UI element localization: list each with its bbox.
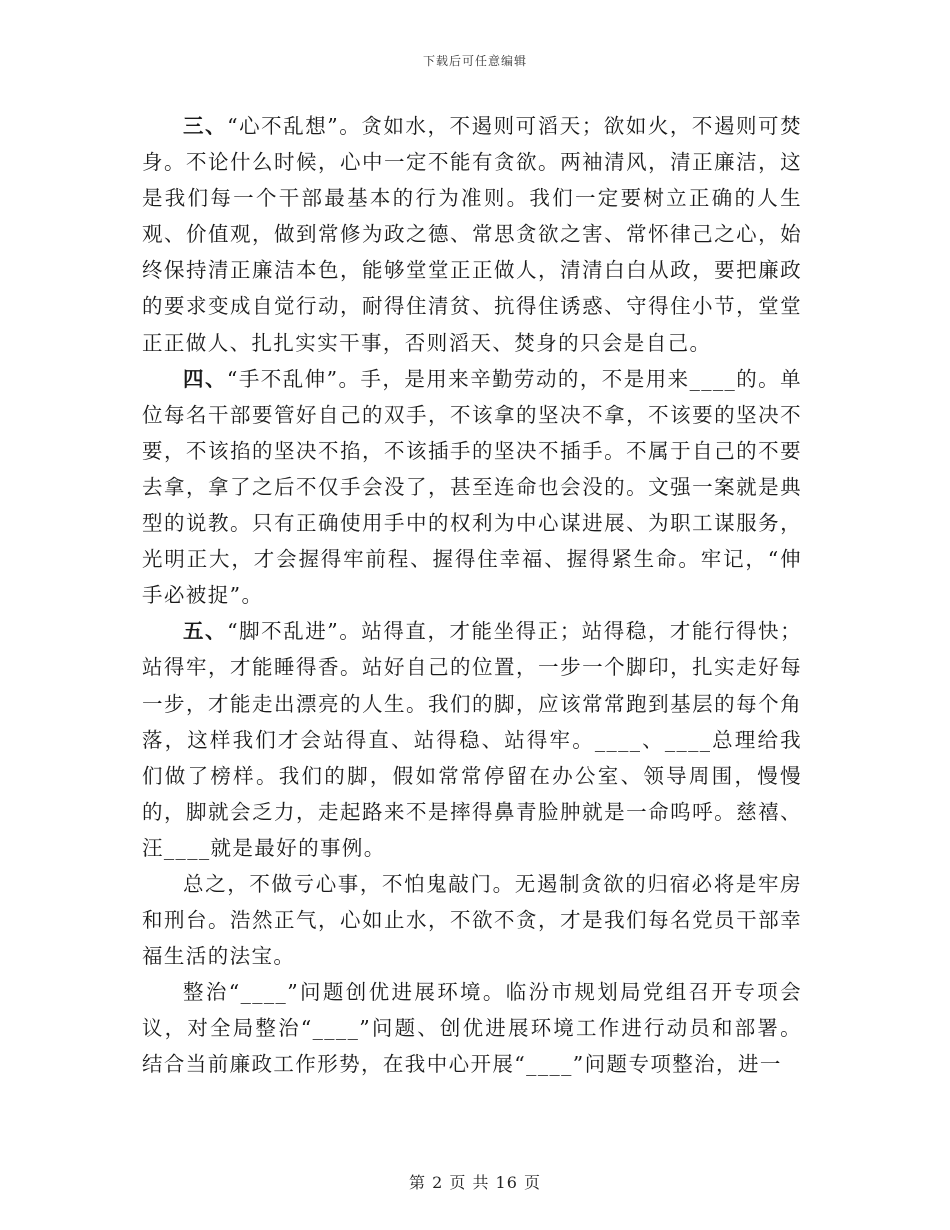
page-header: 下载后可任意编辑	[422, 54, 527, 68]
page-number: 第 2 页 共 16 页	[409, 1173, 541, 1192]
paragraph-3	[142, 108, 802, 361]
paragraph-4-number: 四、	[183, 366, 227, 391]
paragraph-summary	[142, 866, 802, 974]
paragraph-5-text: “脚不乱进”。站得直，才能坐得正；站得稳，才能行得快；站得牢，才能睡得香。站好自己的位置，一步一个脚印，扎实走好每一步，才能走出漂亮的人生。我们的脚，应该常常跑到基层的每个角落，这样我们才会站得直、站得稳、站得牢。____、____总理给我们做了榜样。我们的脚，假如常常停留在办公室、领导周围，慢慢的，脚就会乏力，走起路来不是摔得鼻青脸肿就是一命呜呼。慈禧、汪____就是最好的事例。	[142, 619, 802, 860]
paragraph-3-text: “心不乱想”。贪如水，不遏则可滔天；欲如火，不遏则可焚身。不论什么时候，心中一定不能有贪欲。两袖清风，清正廉洁，这是我们每一个干部最基本的行为准则。我们一定要树立正确的人生观、价值观，做到常修为政之德、常思贪欲之害、常怀律己之心，始终保持清正廉洁本色，能够堂堂正正做人，清清白白从政，要把廉政的要求变成自觉行动，耐得住清贫、抗得住诱惑、守得住小节，堂堂正正做人、扎扎实实干事，否则滔天、焚身的只会是自己。	[142, 114, 802, 355]
paragraph-rectification-text: 整治“____”问题创优进展环境。临汾市规划局党组召开专项会议，对全局整治“____”问题、创优进展环境工作进行动员和部署。结合当前廉政工作形势，在我中心开展“____”问题专项整治，进一	[142, 980, 802, 1077]
paragraph-5	[142, 613, 802, 866]
paragraph-summary-text: 总之，不做亏心事，不怕鬼敲门。无遏制贪欲的归宿必将是牢房和刑台。浩然正气，心如止水，不欲不贪，才是我们每名党员干部幸福生活的法宝。	[142, 871, 802, 969]
paragraph-4	[142, 361, 802, 614]
paragraph-5-number: 五、	[183, 619, 228, 644]
paragraph-3-number: 三、	[183, 114, 228, 138]
paragraph-4-text: “手不乱伸”。手，是用来辛勤劳动的，不是用来____的。单位每名干部要管好自己的双手，不该拿的坚决不拿，不该要的坚决不要，不该掐的坚决不掐，不该插手的坚决不插手。不属于自己的不要去拿，拿了之后不仅手会没了，甚至连命也会没的。文强一案就是典型的说教。只有正确使用手中的权利为中心谋进展、为职工谋服务，光明正大，才会握得牢前程、握得住幸福、握得紧生命。牢记，“伸手必被捉”。	[142, 366, 802, 608]
paragraph-rectification	[142, 974, 802, 1082]
document-body	[142, 108, 802, 1083]
